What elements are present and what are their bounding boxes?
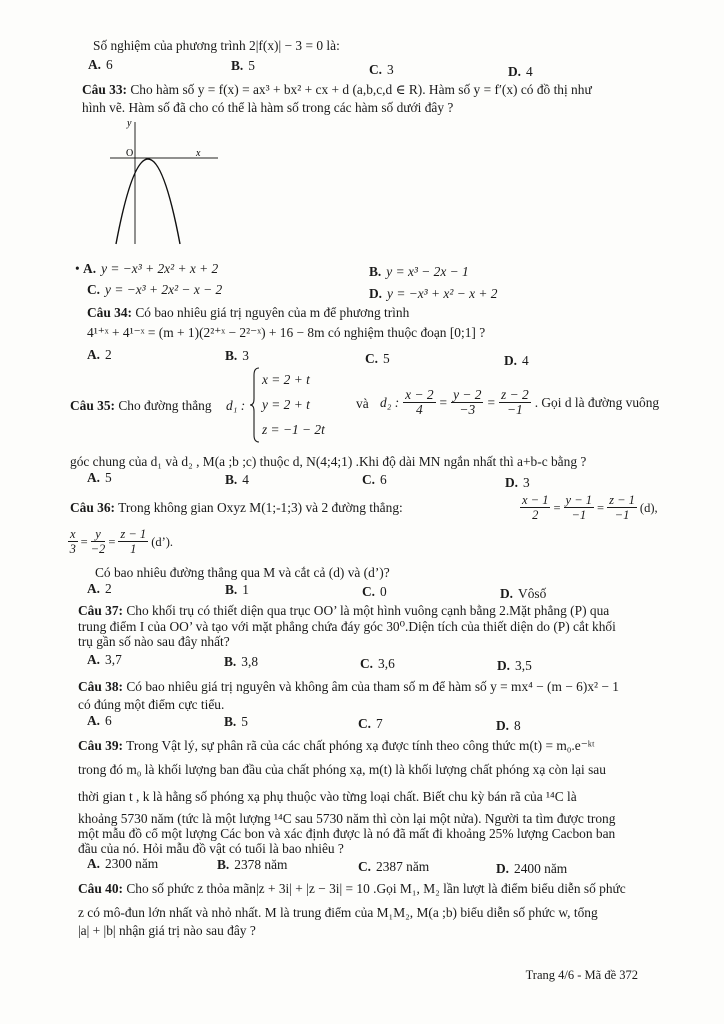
- q37-option-c: C. 3,6: [360, 656, 395, 671]
- q34-option-b: B. 3: [225, 348, 249, 363]
- q40-line2: z có mô-đun lớn nhất và nhỏ nhất. M là trung điểm của M₁M₂, M(a ;b) biểu diễn số phức w, tổng: [78, 905, 598, 920]
- q37-option-d: D. 3,5: [497, 658, 532, 673]
- q37-option-b: B. 3,8: [224, 654, 259, 669]
- option-a: A. 6: [88, 57, 113, 72]
- q38-line1: Câu 38: Có bao nhiêu giá trị nguyên và không âm của tham số m để hàm số y = mx⁴ − (m − 6)x² − 1: [78, 679, 619, 694]
- q38-option-c: C. 7: [358, 716, 383, 731]
- q39-line6: đầu của nó. Hỏi mẫu đồ vật có tuổi là bao nhiêu ?: [78, 841, 344, 856]
- q35-option-a: A. 5: [87, 470, 112, 485]
- q39-line3: thời gian t , k là hằng số phóng xạ phụ thuộc vào từng loại chất. Biết chu kỳ bán rã của ¹⁴C là: [78, 789, 577, 804]
- q35-option-d: D. 3: [505, 475, 530, 490]
- q36-line1: Câu 36: Trong không gian Oxyz M(1;-1;3) và 2 đường thẳng:: [70, 500, 403, 515]
- q39-option-d: D. 2400 năm: [496, 861, 568, 876]
- q37-option-a: A. 3,7: [87, 652, 122, 667]
- q35-line2: góc chung của d₁ và d₂ , M(a ;b ;c) thuộc d, N(4;4;1) .Khi độ dài MN ngắn nhất thì a+b-c bằng ?: [70, 454, 587, 469]
- y-axis-label: y: [127, 118, 132, 129]
- q33-option-a: • A. y = −x³ + 2x² + x + 2: [75, 261, 219, 276]
- q34-line2: 4¹⁺ˣ + 4¹⁻ˣ = (m + 1)(2²⁺ˣ − 2²⁻ˣ) + 16 − 8m có nghiệm thuộc đoạn [0;1] ?: [87, 325, 486, 340]
- q39-option-b: B. 2378 năm: [217, 857, 288, 872]
- q39-option-a: A. 2300 năm: [87, 856, 159, 871]
- q35-sys-line1: x = 2 + t: [262, 372, 310, 387]
- parabola-curve: [116, 159, 180, 244]
- q33-option-c: C. y = −x³ + 2x² − x − 2: [87, 282, 223, 297]
- q33-line2: hình vẽ. Hàm số đã cho có thể là hàm số trong các hàm số dưới đây ?: [82, 100, 454, 115]
- q34-line1: Câu 34: Có bao nhiêu giá trị nguyên của m để phương trình: [87, 305, 410, 320]
- q35-option-c: C. 6: [362, 472, 387, 487]
- q36-eq-d-prime: $\frac{x}{3}$ = $\frac{y}{-2}$ = $\frac{z - 1}{1}$ (d’).: [69, 527, 174, 556]
- q37-line3: trụ gần số nào sau đây nhất?: [78, 634, 230, 649]
- q36-option-c: C. 0: [362, 584, 387, 599]
- q33-line1: Câu 33: Cho hàm số y = f(x) = ax³ + bx² + cx + d (a,b,c,d ∈ R). Hàm số y = f′(x) có đồ thị như: [82, 82, 592, 97]
- q33-option-b: B. y = x³ − 2x − 1: [369, 264, 469, 279]
- q34-option-a: A. 2: [87, 347, 112, 362]
- q39-line2: trong đó m₀ là khối lượng ban đầu của chất phóng xạ, m(t) là khối lượng chất phóng xạ còn lại sau: [78, 762, 606, 777]
- q34-option-d: D. 4: [504, 353, 529, 368]
- q40-line3: |a| + |b| nhận giá trị nào sau đây ?: [78, 923, 256, 938]
- q35-intro: Câu 35: Cho đường thẳng: [70, 398, 212, 413]
- q38-line2: có đúng một điểm cực tiểu.: [78, 697, 225, 712]
- q39-line4: khoảng 5730 năm (tức là một lượng ¹⁴C sau 5730 năm thì còn lại một nửa). Người ta tìm được trong: [78, 811, 616, 826]
- q37-line1: Câu 37: Cho khối trụ có thiết diện qua trục OO’ là một hình vuông cạnh bằng 2.Mặt phẳng (P) qua: [78, 603, 610, 618]
- system-brace: [249, 367, 261, 443]
- q37-line2: trung điểm I của OO’ và tạo với mặt phẳng chứa đáy góc 30⁰.Diện tích của thiết diện do (P) cắt khối: [78, 619, 616, 634]
- option-b: B. 5: [231, 58, 255, 73]
- q36-line3: Có bao nhiêu đường thẳng qua M và cắt cả (d) và (d’)?: [95, 565, 390, 580]
- q39-line1: Câu 39: Trong Vật lý, sự phân rã của các chất phóng xạ được tính theo công thức m(t) = m₀.e⁻ᵏᵗ: [78, 738, 595, 753]
- q38-option-d: D. 8: [496, 718, 521, 733]
- q33-option-d: D. y = −x³ + x² − x + 2: [369, 286, 498, 301]
- q40-line1: Câu 40: Cho số phức z thỏa mãn|z + 3i| + |z − 3i| = 10 .Gọi M₁, M₂ lần lượt là điểm biểu diễn số phức: [78, 881, 626, 896]
- q39-option-c: C. 2387 năm: [358, 859, 430, 874]
- option-c: C. 3: [369, 62, 394, 77]
- question-text: Số nghiệm của phương trình 2|f(x)| − 3 = 0 là:: [93, 38, 340, 53]
- q38-option-b: B. 5: [224, 714, 248, 729]
- option-d: D. 4: [508, 64, 533, 79]
- q36-option-a: A. 2: [87, 581, 112, 596]
- q38-option-a: A. 6: [87, 713, 112, 728]
- q36-option-d: D. Vôsố: [500, 586, 547, 601]
- q35-sys-line2: y = 2 + t: [262, 397, 310, 412]
- q35-d1-name: d₁ :: [226, 398, 246, 413]
- q36-eq-d: $\frac{x - 1}{2}$ = $\frac{y - 1}{-1}$ = $\frac{z - 1}{-1}$ (d),: [522, 493, 658, 522]
- x-axis-label: x: [196, 148, 201, 159]
- q36-option-b: B. 1: [225, 582, 249, 597]
- origin-label: O: [126, 148, 134, 159]
- q39-line5: một mẫu đồ cổ một lượng Các bon và xác định được là nó đã mất đi khoảng 25% lượng Cacbon ban: [78, 826, 616, 841]
- derivative-graph: [100, 112, 230, 252]
- q35-d2-equation: d₂ : $\frac{x - 2}{4}$ = $\frac{y - 2}{-3}$ = $\frac{z - 2}{-1}$ . Gọi d là đường vuông: [380, 387, 660, 417]
- q35-sys-line3: z = −1 − 2t: [262, 422, 325, 437]
- page-footer: Trang 4/6 - Mã đề 372: [525, 968, 638, 982]
- q34-option-c: C. 5: [365, 351, 390, 366]
- q35-and: và: [356, 396, 369, 411]
- q35-option-b: B. 4: [225, 472, 249, 487]
